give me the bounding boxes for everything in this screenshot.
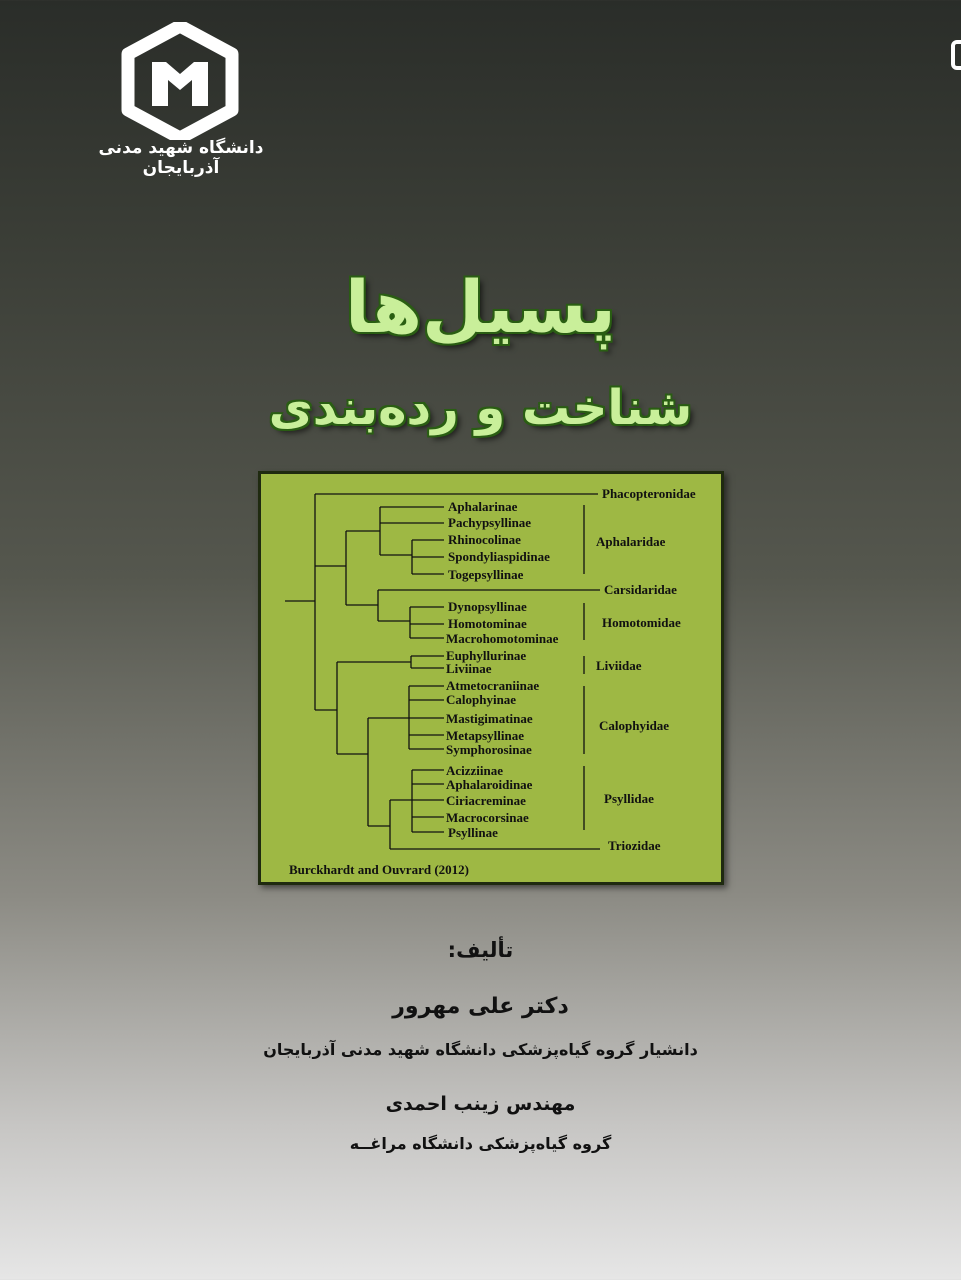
taxon-label: Dynopsyllinae — [448, 599, 527, 614]
taxon-label: Calophyinae — [446, 692, 517, 707]
family-label: Carsidaridae — [604, 582, 677, 597]
taxon-label: Togepsyllinae — [448, 567, 524, 582]
phylogeny-tree — [261, 474, 721, 882]
author-1-name: دکتر علی مهرور — [392, 994, 569, 1019]
taxon-label: Homotominae — [448, 616, 527, 631]
family-labels — [596, 486, 696, 853]
author-2-affiliation: گروه گیاه‌پزشکی دانشگاه مراغــه — [349, 1134, 612, 1153]
taxon-label: Pachypsyllinae — [448, 515, 532, 530]
tree-branches — [285, 494, 600, 849]
family-label: Homotomidae — [602, 615, 681, 630]
taxon-label: Euphyllurinae — [446, 648, 527, 663]
taxon-label: Metapsyllinae — [446, 728, 524, 743]
family-label: Calophyidae — [599, 718, 670, 733]
figure-citation: Burckhardt and Ouvrard (2012) — [289, 862, 469, 877]
university-name: دانشگاه شهید مدنی آذربایجان — [98, 138, 264, 178]
book-subtitle: شناخت و رده‌بندی — [268, 380, 693, 436]
family-label: Triozidae — [608, 838, 661, 853]
book-title: پسیل‌ها — [345, 265, 616, 349]
phylogeny-figure — [258, 471, 724, 885]
family-label: Psyllidae — [604, 791, 654, 806]
family-label: Aphalaridae — [596, 534, 666, 549]
edge-mark — [951, 40, 961, 70]
university-logo — [118, 22, 242, 140]
taxon-label: Macrocorsinae — [446, 810, 529, 825]
taxon-label: Aphalaroidinae — [446, 777, 533, 792]
taxon-label: Mastigimatinae — [446, 711, 533, 726]
taxon-label: Aphalarinae — [448, 499, 518, 514]
taxon-label: Spondyliaspidinae — [448, 549, 550, 564]
subfamily-labels — [446, 499, 559, 840]
family-label: Phacopteronidae — [602, 486, 696, 501]
taxon-label: Rhinocolinae — [448, 532, 521, 547]
taxon-label: Ciriacreminae — [446, 793, 526, 808]
taxon-label: Symphorosinae — [446, 742, 532, 757]
author-2-name: مهندس زینب احمدی — [385, 1093, 576, 1115]
authorship-label: تألیف: — [447, 938, 514, 962]
taxon-label: Acizziinae — [446, 763, 504, 778]
taxon-label: Macrohomotominae — [446, 631, 559, 646]
family-label: Liviidae — [596, 658, 642, 673]
taxon-label: Psyllinae — [448, 825, 498, 840]
taxon-label: Liviinae — [446, 661, 492, 676]
author-1-affiliation: دانشیار گروه گیاه‌پزشکی دانشگاه شهید مدنی آذربایجان — [263, 1040, 698, 1059]
taxon-label: Atmetocraniinae — [446, 678, 540, 693]
